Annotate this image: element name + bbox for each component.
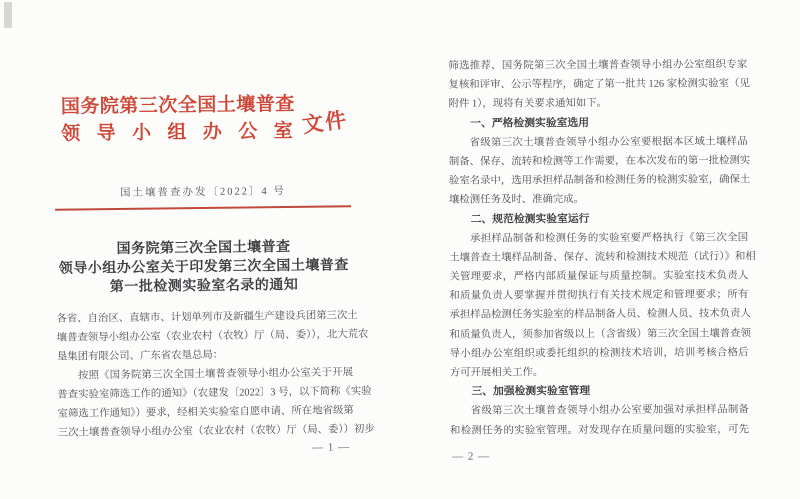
masthead-doc-word: 文件 bbox=[300, 107, 350, 138]
body-line: 承担样品检测任务实验室的样品制备人员、检测人员、技术负责人 bbox=[449, 308, 751, 322]
body-line: 关管理要求，严格内部质量保证与质量控制。实验室技术负责人 bbox=[449, 270, 749, 283]
scan-edge-artifact bbox=[4, 2, 12, 28]
page-1-body bbox=[56, 306, 375, 443]
page-number-1: — 1 — bbox=[311, 441, 351, 454]
body-line: 导小组办公室组织或委托组织的检测技术培训，培训考核合格后 bbox=[449, 347, 749, 360]
red-masthead bbox=[61, 91, 294, 148]
masthead-org-line-1: 国务院第三次全国土壤普查 bbox=[60, 93, 295, 118]
document-page-1 bbox=[53, 0, 375, 499]
document-title-line: 第一批检测实验室名录的通知 bbox=[109, 277, 299, 296]
body-line: 土壤普查土壤样品制备、保存、流转和检测技术规范（试行）》和相 bbox=[449, 251, 756, 264]
body-line: 普查实验室筛选工作的通知》（农建发〔2022〕3 号，以下简称《实验 bbox=[57, 385, 372, 401]
section-heading-2: 二、规范检测实验室运行 bbox=[470, 212, 590, 226]
red-divider-rule bbox=[55, 205, 351, 211]
body-line: 壤检测任务及时、准确完成。 bbox=[448, 194, 585, 206]
body-line: 按照《国务院第三次全国土壤普查领导小组办公室关于开展 bbox=[77, 367, 354, 382]
body-line: 制备、保存、流转和检测等工作需要，在本次发布的第一批检测实 bbox=[448, 155, 751, 168]
masthead-org-line-2: 领导小组办公室 bbox=[61, 120, 294, 145]
document-title-line: 领导小组办公室关于印发第三次全国土壤普查 bbox=[58, 258, 349, 277]
section-heading-3: 三、加强检测实验室管理 bbox=[471, 385, 591, 398]
body-line: 省级第三次土壤普查领导小组办公室要加强对承担样品制备 bbox=[470, 404, 749, 417]
section-heading-1: 一、严格检测实验室选用 bbox=[470, 116, 590, 130]
page-2-body bbox=[448, 55, 756, 440]
document-title-line: 国务院第三次全国土壤普查 bbox=[116, 239, 291, 258]
body-line: 验室名录中，选用承担样品制备和检测任务的检测实验室，确保土 bbox=[448, 174, 751, 187]
body-line: 三次土壤普查领导小组办公室（农业农村（农牧）厅（局、委））初步 bbox=[57, 423, 375, 439]
body-line: 方可开展相关工作。 bbox=[449, 367, 544, 379]
body-line: 和质量负责人，须参加省级以上（含省级）第三次全国土壤普查领 bbox=[449, 327, 751, 341]
document-title bbox=[50, 237, 359, 298]
body-line: 和质量负责人要掌握并贯彻执行有关技术规定和管理要求；所有 bbox=[449, 289, 749, 302]
document-number: 国土壤普查办发〔2022〕4 号 bbox=[119, 185, 286, 200]
body-line: 垦集团有限公司、广东省农垦总局： bbox=[56, 349, 224, 363]
body-line: 省级第三次土壤普查领导小组办公室要根据本区域土壤样品 bbox=[469, 136, 748, 149]
body-line: 和检测任务的实验室管理。对发现存在质量问题的实验室，可先 bbox=[449, 423, 750, 437]
body-line: 筛选推荐、国务院第三次全国土壤普查领导小组办公室组织专家 bbox=[448, 59, 748, 72]
body-line: 附件 1），现将有关要求通知如下。 bbox=[448, 98, 608, 111]
body-line: 复核和评审、公示等程序，确定了第一批共 126 家检测实验室（见 bbox=[448, 78, 750, 91]
body-line: 承担样品制备和检测任务的实验室要严格执行《第三次全国 bbox=[469, 232, 749, 245]
body-line: 壤普查领导小组办公室（农业农村（农牧）厅（局、委）），北大荒农 bbox=[56, 328, 369, 344]
page-number-2: — 2 — bbox=[452, 450, 491, 463]
document-page-2 bbox=[448, 0, 756, 498]
body-line: 各省、自治区、直辖市、计划单列市及新疆生产建设兵团第三次土 bbox=[56, 310, 358, 325]
body-line: 室筛选工作通知》）要求，经相关实验室自愿申请、所在地省级第 bbox=[57, 405, 354, 420]
